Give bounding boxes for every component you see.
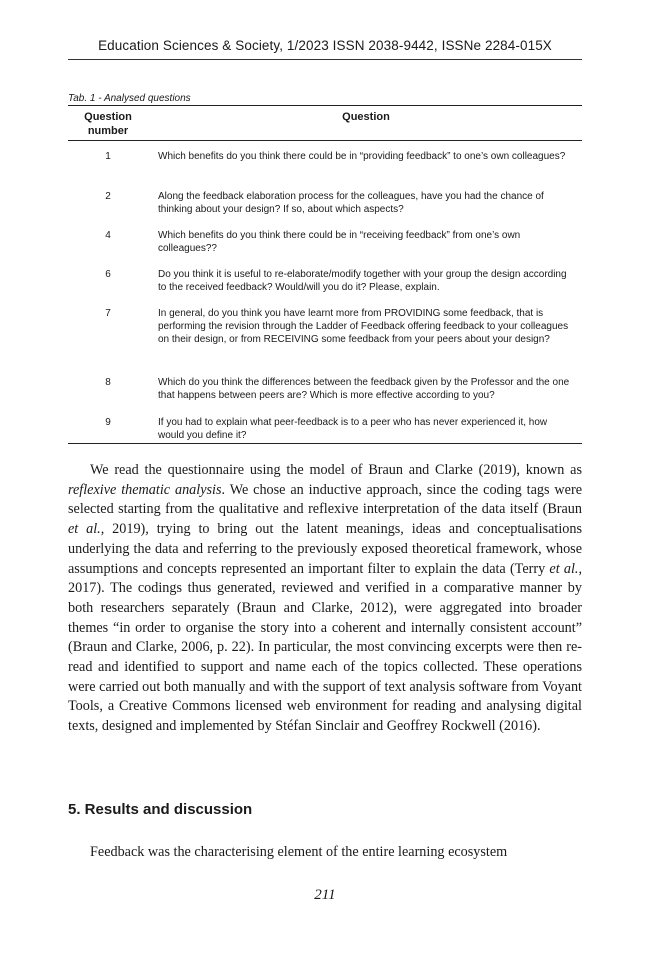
body-paragraph-methods [68, 461, 582, 737]
question-text: Do you think it is useful to re-elaborate/modify together with your group the design according to the received feedback? Would/will you do it? Please, explain. [158, 269, 567, 293]
question-text: If you had to explain what peer-feedback is to a peer who has never experienced it, how would you define it? [158, 417, 548, 441]
question-number: 7 [105, 308, 111, 319]
question-text: Which do you think the differences between the feedback given by the Professor and the one that happens between peers are? Which is more effective according to you? [158, 377, 570, 401]
emphasis-text: et al. [68, 521, 101, 538]
question-number: 4 [105, 230, 111, 241]
header-rule [68, 59, 582, 60]
section-heading: 5. Results and discussion [68, 801, 253, 818]
body-paragraph-results: Feedback was the characterising element of the entire learning ecosystem [90, 844, 508, 860]
paragraph-text: . We chose an inductive approach, since the coding tags were selected starting from the qualitative and reflexive interpretation of the data itself (Braun [68, 481, 582, 518]
paragraph-text: We read the questionnaire using the model of Braun and Clarke (2019), known as [90, 462, 582, 478]
column-header-question-number: Question number [84, 111, 132, 137]
question-text: Which benefits do you think there could be in “receiving feedback” from one’s own colleagues?? [158, 230, 521, 254]
table-caption: Tab. 1 - Analysed questions [68, 93, 191, 104]
question-text: Which benefits do you think there could be in “providing feedback” to one’s own colleagues? [158, 151, 566, 162]
question-number: 9 [105, 417, 111, 428]
question-number: 1 [105, 151, 111, 162]
paragraph-text: , 2019), trying to bring out the latent meanings, ideas and conceptualisations underlying the data and referring to the previously exposed theoretical framework, whose assumptions and concepts represented an important filter to explain the data (Terry [68, 521, 582, 577]
question-text: Along the feedback elaboration process for the colleagues, have you had the chance of thinking about your design? If so, about which aspects? [158, 191, 544, 215]
emphasis-text: et al. [549, 560, 579, 577]
question-number: 8 [105, 377, 111, 388]
table-header-rule [68, 140, 582, 141]
paragraph-text: , 2017). The codings thus generated, reviewed and verified in a comparative manner by both researchers separately (Braun and Clarke, 2012), were aggregated into broader themes “in order to organise the story into a coherent and internally consistent account” (Braun and Clarke, 2006, p. 22). In particular, the most convincing excerpts were then re-read and identified to support and name each of the topics collected. These operations were carried out both manually and with the support of text analysis software from Voyant Tools, a Creative Commons licensed web environment for reading and analysing digital texts, designed and implemented by Stéfan Sinclair and Geoffrey Rockwell (2016). [68, 560, 582, 735]
table-top-rule [68, 105, 582, 106]
running-head: Education Sciences & Society, 1/2023 ISSN 2038-9442, ISSNe 2284-015X [98, 38, 552, 53]
table-bottom-rule [68, 443, 582, 444]
emphasis-text: reflexive thematic analysis [68, 481, 222, 498]
column-header-question: Question [342, 111, 390, 123]
question-text: In general, do you think you have learnt more from PROVIDING some feedback, that is performing the revision through the Ladder of Feedback offering feedback to your colleagues on their design, or from RECEIVING some feedback from your peers about your design? [158, 308, 569, 345]
page-number: 211 [314, 887, 336, 903]
question-number: 6 [105, 269, 111, 280]
question-number: 2 [105, 191, 111, 202]
